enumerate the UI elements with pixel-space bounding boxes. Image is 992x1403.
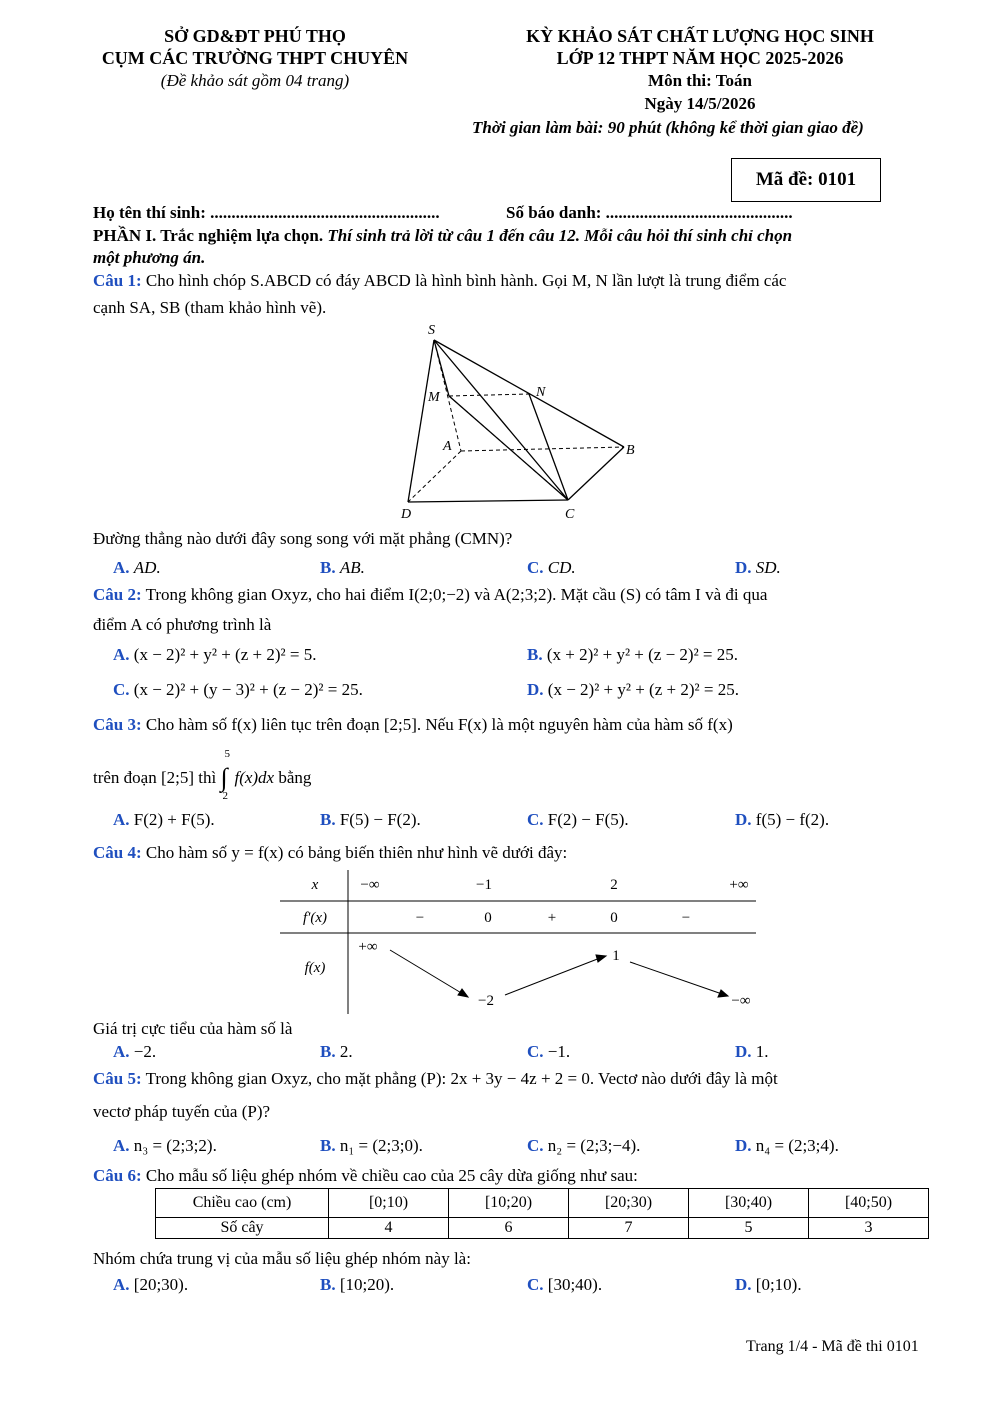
q6-option-b[interactable]: B. [10;20). xyxy=(320,1275,395,1294)
q4-option-d[interactable]: D. 1. xyxy=(735,1042,769,1061)
q5-text1: Trong không gian Oxyz, cho mặt phẳng (P): 2x + 3y − 4z + 2 = 0. Vectơ nào dưới đây là một xyxy=(141,1069,778,1088)
frequency-table xyxy=(155,1188,929,1239)
pyramid-figure xyxy=(390,318,650,523)
q5-option-c[interactable]: C. n₂ = (2;3;−4). xyxy=(527,1136,641,1155)
q1-option-a[interactable]: A. AD. xyxy=(113,558,161,577)
vertex-label-b: B xyxy=(626,443,635,458)
q5-label: Câu 5: xyxy=(93,1069,142,1088)
header-duration: Thời gian làm bài: 90 phút (không kể thời gian giao đề) xyxy=(472,118,864,137)
q4-label: Câu 4: xyxy=(93,843,142,862)
vertex-label-n: N xyxy=(536,385,546,400)
vt-f-neg-inf: −∞ xyxy=(731,993,751,1009)
part1-instruction: Thí sinh trả lời từ câu 1 đến câu 12. Mỗi câu hỏi thí sinh chỉ chọn xyxy=(323,226,793,245)
q5-stem-line1 xyxy=(93,1069,778,1089)
vt-sign-2: + xyxy=(547,910,557,926)
q1-text1: Cho hình chóp S.ABCD có đáy ABCD là hình bình hành. Gọi M, N lần lượt là trung điểm các xyxy=(141,271,787,290)
vertex-label-d: D xyxy=(401,507,412,522)
q3-stem-line1 xyxy=(93,715,733,735)
exam-code-box xyxy=(731,158,881,202)
q1-question: Đường thẳng nào dưới đây song song với mặt phẳng (CMN)? xyxy=(93,529,513,548)
q6-option-d[interactable]: D. [0;10). xyxy=(735,1275,802,1294)
q3-stem-line2: trên đoạn [2;5] thì ∫ 5 2 f(x)dx bằng xyxy=(93,748,312,802)
q2-text1: Trong không gian Oxyz, cho hai điểm I(2;0;−2) và A(2;3;2). Mặt cầu (S) có tâm I và đi qua xyxy=(141,585,768,604)
header-subject: Môn thi: Toán xyxy=(648,71,752,90)
q5-option-b[interactable]: B. n₁ = (2;3;0). xyxy=(320,1136,423,1155)
vertex-label-c: C xyxy=(565,507,575,522)
q4-text1: Cho hàm số y = f(x) có bảng biến thiên như hình vẽ dưới đây: xyxy=(141,843,568,862)
vt-sign-zero-2: 0 xyxy=(610,910,618,926)
vt-f-min: −2 xyxy=(478,993,494,1009)
vertex-label-m: M xyxy=(428,390,440,405)
q3-option-a[interactable]: A. F(2) + F(5). xyxy=(113,810,215,829)
vertex-label-s: S xyxy=(428,323,435,338)
vt-sign-3: − xyxy=(681,910,691,926)
vt-x-neg-inf: −∞ xyxy=(360,877,380,893)
freq-count: 6 xyxy=(449,1218,569,1239)
vt-f-pos-inf: +∞ xyxy=(358,939,378,955)
variation-table xyxy=(278,868,760,1018)
vt-f-max: 1 xyxy=(612,948,620,964)
q2-stem-line2: điểm A có phương trình là xyxy=(93,615,272,634)
q3-option-c[interactable]: C. F(2) − F(5). xyxy=(527,810,629,829)
part1-heading xyxy=(93,226,792,246)
vt-x-2: 2 xyxy=(610,877,618,893)
student-name-field: Họ tên thí sinh: ...................................................... xyxy=(93,203,440,222)
q3-label: Câu 3: xyxy=(93,715,142,734)
q3-option-d[interactable]: D. f(5) − f(2). xyxy=(735,810,830,829)
vt-x-pos-inf: +∞ xyxy=(729,877,749,893)
header-cluster: CỤM CÁC TRƯỜNG THPT CHUYÊN xyxy=(101,48,409,68)
q2-label: Câu 2: xyxy=(93,585,142,604)
q6-question: Nhóm chứa trung vị của mẫu số liệu ghép nhóm này là: xyxy=(93,1249,471,1268)
freq-count: 4 xyxy=(329,1218,449,1239)
q3-option-b[interactable]: B. F(5) − F(2). xyxy=(320,810,421,829)
vt-x-label: x xyxy=(311,877,319,893)
freq-header-group: [20;30) xyxy=(569,1189,689,1218)
part1-title: PHẦN I. Trắc nghiệm lựa chọn. xyxy=(93,226,324,245)
q2-option-b[interactable]: B. (x + 2)² + y² + (z − 2)² = 25. xyxy=(527,645,739,664)
header-grade-year: LỚP 12 THPT NĂM HỌC 2025-2026 xyxy=(556,48,844,68)
q1-stem-line1 xyxy=(93,271,786,291)
q5-option-a[interactable]: A. n₃ = (2;3;2). xyxy=(113,1136,217,1155)
integral-upper-limit: 5 xyxy=(224,748,230,760)
q2-stem-line1 xyxy=(93,585,767,605)
q3-text1: Cho hàm số f(x) liên tục trên đoạn [2;5]. Nếu F(x) là một nguyên hàm của hàm số f(x) xyxy=(141,715,733,734)
q4-option-b[interactable]: B. 2. xyxy=(320,1042,353,1061)
vertex-label-a: A xyxy=(443,439,452,454)
freq-header-group: [10;20) xyxy=(449,1189,569,1218)
freq-header-group: [0;10) xyxy=(329,1189,449,1218)
vt-f-label: f(x) xyxy=(304,960,326,976)
q6-label: Câu 6: xyxy=(93,1166,142,1185)
vt-sign-1: − xyxy=(415,910,425,926)
header-org: SỞ GD&ĐT PHÚ THỌ xyxy=(164,26,346,46)
part1-instruction-cont: một phương án. xyxy=(93,248,206,267)
header-date: Ngày 14/5/2026 xyxy=(644,94,756,113)
student-id-field: Số báo danh: ............................................ xyxy=(506,203,793,222)
freq-header-group: [40;50) xyxy=(809,1189,929,1218)
freq-count: 5 xyxy=(689,1218,809,1239)
q2-option-d[interactable]: D. (x − 2)² + y² + (z + 2)² = 25. xyxy=(527,680,739,699)
q6-stem xyxy=(93,1166,638,1186)
integral-lower-limit: 2 xyxy=(222,790,228,802)
q1-label: Câu 1: xyxy=(93,271,142,290)
q4-stem xyxy=(93,843,567,863)
vt-sign-zero-1: 0 xyxy=(484,910,492,926)
freq-count: 3 xyxy=(809,1218,929,1239)
vt-fprime-label: f′(x) xyxy=(302,910,328,926)
q1-option-b[interactable]: B. AB. xyxy=(320,558,365,577)
integral-sign: ∫ 5 2 xyxy=(220,748,230,802)
q4-question: Giá trị cực tiểu của hàm số là xyxy=(93,1019,293,1038)
integrand: f(x)dx xyxy=(234,768,275,787)
header-pages-note: (Đề khảo sát gồm 04 trang) xyxy=(160,71,350,90)
q5-stem-line2: vectơ pháp tuyến của (P)? xyxy=(93,1102,271,1121)
freq-header-height: Chiều cao (cm) xyxy=(156,1189,329,1218)
q1-option-d[interactable]: D. SD. xyxy=(735,558,781,577)
q2-option-c[interactable]: C. (x − 2)² + (y − 3)² + (z − 2)² = 25. xyxy=(113,680,363,699)
freq-header-group: [30;40) xyxy=(689,1189,809,1218)
q2-option-a[interactable]: A. (x − 2)² + y² + (z + 2)² = 5. xyxy=(113,645,317,664)
q1-stem-line2: cạnh SA, SB (tham khảo hình vẽ). xyxy=(93,298,327,317)
vt-x-minus1: −1 xyxy=(476,877,492,893)
q6-option-a[interactable]: A. [20;30). xyxy=(113,1275,189,1294)
q6-text1: Cho mẫu số liệu ghép nhóm về chiều cao của 25 cây dừa giống như sau: xyxy=(141,1166,638,1185)
page-footer: Trang 1/4 - Mã đề thi 0101 xyxy=(746,1338,919,1355)
freq-count: 7 xyxy=(569,1218,689,1239)
q4-option-c[interactable]: C. −1. xyxy=(527,1042,571,1061)
header-exam-title: KỲ KHẢO SÁT CHẤT LƯỢNG HỌC SINH xyxy=(526,26,874,46)
q1-option-c[interactable]: C. CD. xyxy=(527,558,576,577)
q6-option-c[interactable]: C. [30;40). xyxy=(527,1275,603,1294)
exam-code: Mã đề: 0101 xyxy=(755,169,857,190)
q4-option-a[interactable]: A. −2. xyxy=(113,1042,157,1061)
q5-option-d[interactable]: D. n₄ = (2;3;4). xyxy=(735,1136,839,1155)
freq-row-label: Số cây xyxy=(156,1218,329,1239)
